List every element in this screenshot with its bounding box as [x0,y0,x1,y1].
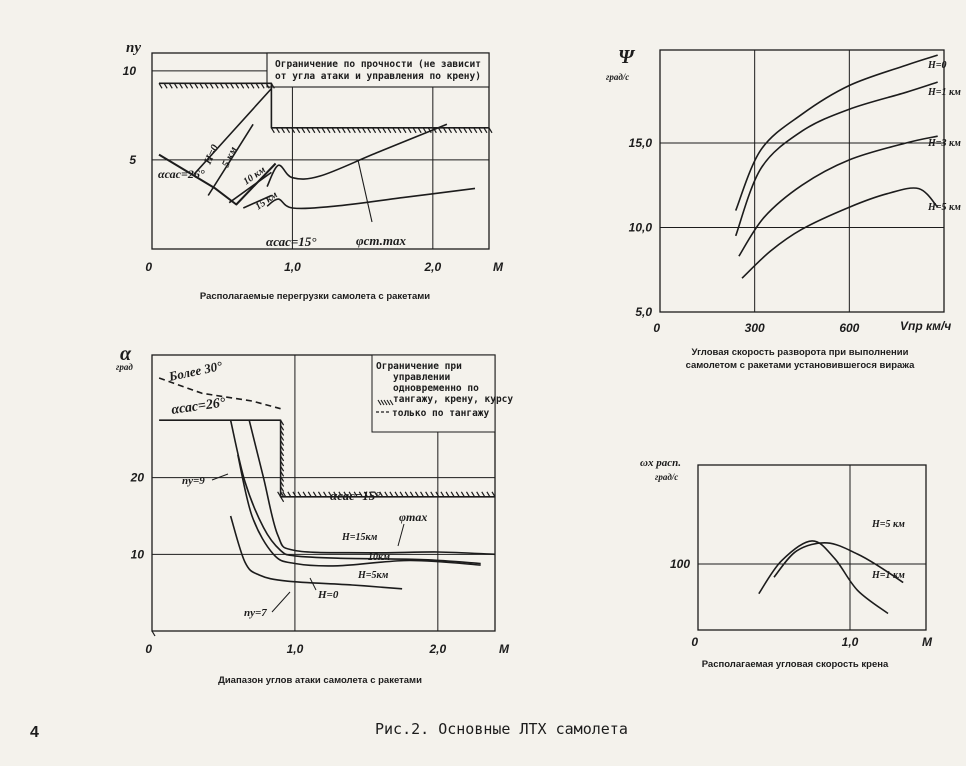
turn-xtick-1: 300 [744,321,765,335]
aoa-h10-label: 10км [368,552,390,563]
aoa-h0-pointer [310,578,316,590]
aoa-xlabel: M [499,642,509,656]
overload-phi-pointer [358,160,372,222]
caption-roll-rate: Располагаемая угловая скорость крена [701,659,889,670]
overload-strength-limit [159,83,489,128]
overload-phi-label: φст.max [356,233,407,248]
aoa-ytick-0: 10 [130,547,144,562]
overload-ytick-0: 5 [129,152,136,167]
aoa-phi-pointer [398,524,404,546]
aoa-alpha26-label: αсас=26° [170,395,227,418]
aoa-ny7-label: nу=7 [244,607,267,619]
overload-alpha15-label: αсас=15° [266,234,317,249]
caption-turn-rate [650,346,950,372]
turn-series-label-3: H=5 км [928,202,961,213]
overload-15km-label: 15 км [253,189,280,213]
roll-xlabel: M [922,635,932,649]
turn-ylabel: Ψ [618,46,634,68]
aoa-ny9-label: nу=9 [182,475,205,487]
aoa-legend-line-4: только по тангажу [392,408,490,419]
turn-xtick-0: 0 [653,321,660,335]
figure-caption: Рис.2. Основные ЛТХ самолета [375,720,628,738]
aoa-legend-line-1: управлении [393,372,451,383]
overload-xlabel: M [493,260,503,274]
overload-series-5 [267,188,475,208]
turn-ytick-2: 15,0 [628,135,652,150]
overload-ytick-1: 10 [122,63,136,78]
overload-note-line-0: Ограничение по прочности (не зависит [275,59,481,70]
aoa-h15-label: H=15км [342,532,378,543]
page-number: 4 [30,724,39,741]
roll-series-0 [759,541,888,614]
overload-xtick-2: 2,0 [424,260,442,274]
turn-series-3 [742,188,938,278]
aoa-more30-label: Более 30° [167,358,224,384]
overload-10km-label: 10 км [241,164,268,188]
roll-xtick-0: 0 [691,635,698,649]
roll-ylabel: ωх расп. [640,457,681,469]
overload-h0-label: H=0 [201,142,222,167]
aoa-alpha15-label: αсас=15° [330,488,381,503]
aoa-xtick-1: 1,0 [286,642,304,656]
aoa-legend-dummy-tick [152,631,155,636]
overload-5km-label: 5 км [219,144,240,170]
roll-frame [698,465,926,630]
aoa-ny7-pointer [272,592,290,612]
caption-turn-rate-line1: Угловая скорость разворота при выполнении [691,347,909,358]
caption-overload: Располагаемые перегрузки самолета с ракетами [199,291,431,302]
turn-series-label-1: H=1 км [928,87,961,98]
aoa-ny9-pointer [212,474,228,480]
overload-series-4 [267,124,447,186]
aoa-legend-line-3: тангажу, крену, курсу [393,394,514,405]
roll-series-label-1: H=1 км [872,570,905,581]
turn-series-0 [736,55,938,211]
aoa-series-1 [238,455,481,566]
turn-xlabel: Vпр км/ч [900,319,952,333]
turn-ytick-1: 10,0 [628,220,652,235]
overload-note-line-1: от угла атаки и управления по крену) [275,71,481,82]
aoa-ylabel: α [120,343,132,365]
overload-xtick-0: 0 [145,260,152,274]
turn-series-2 [739,136,938,256]
aoa-phi-label: φmах [399,510,428,524]
overload-xtick-1: 1,0 [284,260,301,274]
aoa-ytick-1: 20 [130,470,144,485]
roll-ylabel-unit: град/с [655,472,679,482]
aoa-legend-dummy [152,631,155,636]
turn-series-label-2: H=3 км [928,138,961,149]
roll-xtick-1: 1,0 [841,635,859,649]
caption-angle-of-attack: Диапазон углов атаки самолета с ракетами [218,675,422,686]
aoa-h0-label: H=0 [318,589,339,601]
aoa-legend-line-0: Ограничение при [376,361,462,372]
turn-xtick-2: 600 [839,321,860,335]
aoa-legend-line-2: одновременно по [393,383,479,394]
overload-ylabel: nу [126,40,141,56]
turn-ylabel-unit: град/с [606,72,630,82]
turn-series-label-0: H=0 [928,60,947,71]
aoa-xtick-0: 0 [145,642,152,656]
turn-ytick-0: 5,0 [635,305,652,319]
overload-alpha26-label: αсас=26° [158,167,205,181]
roll-ytick-0: 100 [669,557,690,571]
aoa-h5-label: H=5км [358,570,389,581]
roll-series-label-0: H=5 км [872,519,905,530]
aoa-ylabel-unit: град [116,362,133,372]
caption-turn-rate-line2: самолетом с ракетами установившегося виража [685,360,915,371]
aoa-xtick-2: 2,0 [429,642,447,656]
